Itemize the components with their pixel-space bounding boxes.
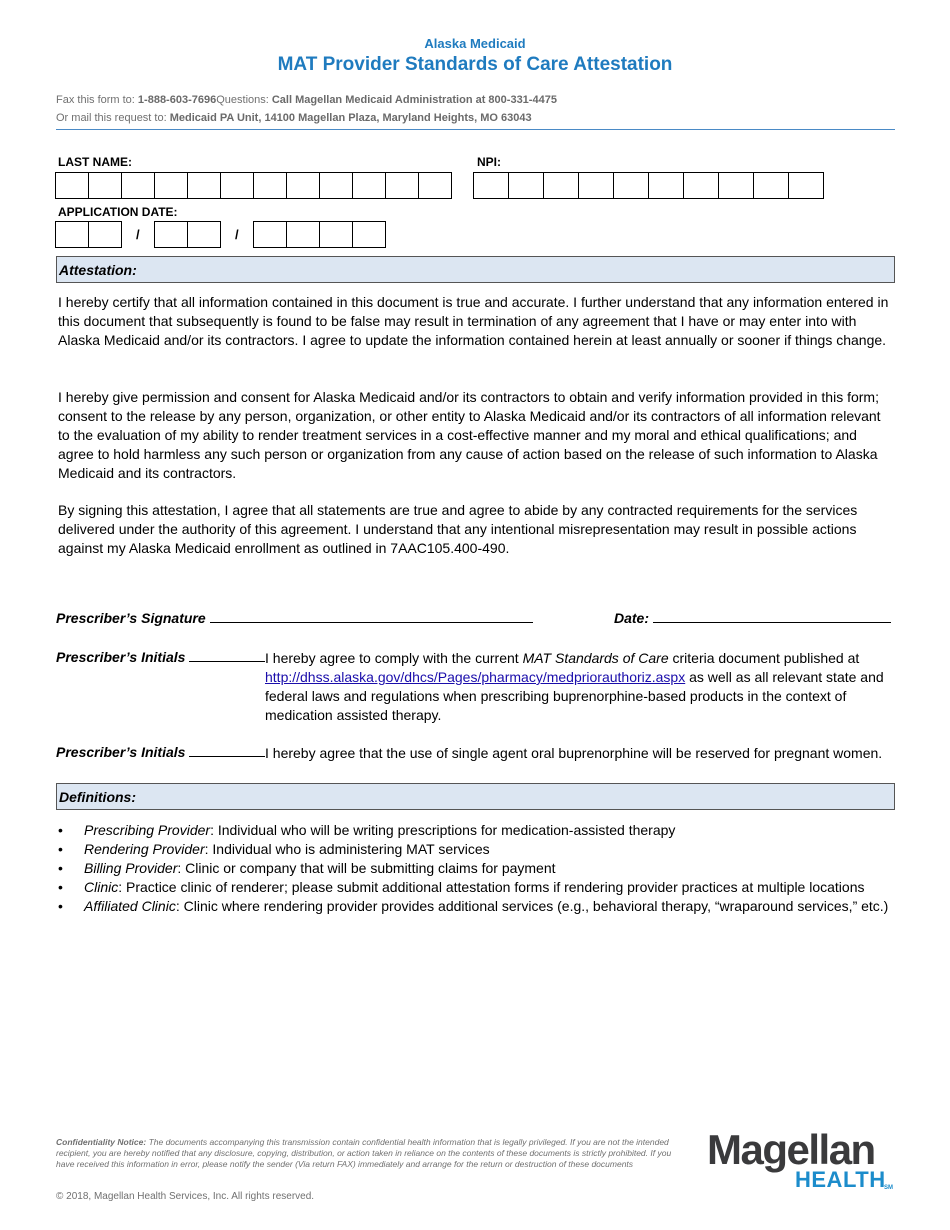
date-year-field[interactable] — [254, 221, 386, 248]
list-item — [58, 897, 898, 916]
initials-row-1 — [56, 649, 265, 665]
npi-field[interactable] — [474, 172, 824, 199]
last-name-field[interactable] — [56, 172, 452, 199]
attestation-heading-bar — [56, 256, 895, 283]
standards-link[interactable]: http://dhss.alaska.gov/dhcs/Pages/pharmacy/medpriorauthoriz.aspx — [265, 669, 686, 685]
date-separator: / — [235, 227, 239, 242]
npi-digit-box[interactable] — [473, 172, 509, 199]
attestation-paragraph: I hereby certify that all information contained in this document is true and accurate. I further understand that any information entered in this document that subsequently is found to be false may result in termination of any agreement that I have or may enter into with Alaska Medicaid and/or its contractors. I agree to update the information contained herein at least annually or sooner if things change. — [58, 294, 889, 348]
npi-label: NPI: — [477, 155, 501, 169]
date-digit-box[interactable] — [286, 221, 320, 248]
date-digit-box[interactable] — [319, 221, 353, 248]
npi-digit-box[interactable] — [683, 172, 719, 199]
definition-text: : Individual who is administering MAT services — [204, 841, 490, 857]
magellan-health-logo — [707, 1128, 897, 1198]
date-digit-box[interactable] — [253, 221, 287, 248]
initials-label: Prescriber’s Initials — [56, 744, 186, 760]
npi-digit-box[interactable] — [788, 172, 824, 199]
attestation-heading: Attestation: — [59, 262, 137, 278]
header-divider — [56, 129, 895, 130]
definition-term: Rendering Provider — [84, 841, 205, 857]
date-digit-box[interactable] — [154, 221, 188, 248]
questions-text: Call Magellan Medicaid Administration at 800-331-4475 — [271, 94, 557, 106]
mail-prefix: Or mail this request to: — [56, 112, 170, 124]
definitions-list — [58, 821, 898, 916]
statement-text: as well as all relevant state and federal laws and regulations when prescribing buprenorphine-based products in the context of medication assisted therapy. — [265, 669, 884, 723]
initials-statement-1 — [265, 649, 897, 725]
initials-statement-2: I hereby agree that the use of single agent oral buprenorphine will be reserved for pregnant women. — [265, 745, 883, 761]
definition-text: : Clinic or company that will be submitting claims for payment — [177, 860, 556, 876]
bullet-icon: • — [58, 841, 63, 857]
statement-text: criteria document published at — [668, 650, 860, 666]
application-date-label: APPLICATION DATE: — [58, 205, 178, 219]
signature-line[interactable] — [210, 610, 533, 623]
last-name-char-box[interactable] — [253, 172, 287, 199]
date-month-field[interactable] — [56, 221, 122, 248]
fax-prefix: Fax this form to: — [56, 94, 138, 106]
attestation-paragraph: I hereby give permission and consent for Alaska Medicaid and/or its contractors to obtain and verify information provided in this form; consent to the release by any person, organization, or other entity to Alaska Medicaid and/or its contractors of all information relevant to the evaluation of my ability to render treatment services in a cost-effective manner and my moral and ethical qualifications; and agree to hold harmless any such person or organization from any cause of action based on the release of such information to Alaska Medicaid and its contractors. — [58, 389, 881, 481]
last-name-char-box[interactable] — [286, 172, 320, 199]
initials-line[interactable] — [189, 649, 265, 662]
initials-row-2 — [56, 744, 265, 760]
npi-digit-box[interactable] — [753, 172, 789, 199]
signature-date-label: Date: — [614, 610, 650, 626]
signature-row — [56, 610, 533, 626]
list-item — [58, 878, 898, 897]
npi-digit-box[interactable] — [648, 172, 684, 199]
confidentiality-notice — [56, 1137, 676, 1170]
definition-term: Prescribing Provider — [84, 822, 211, 838]
date-digit-box[interactable] — [352, 221, 386, 248]
date-digit-box[interactable] — [55, 221, 89, 248]
notice-label: Confidentiality Notice: — [56, 1137, 147, 1147]
logo-subword: HEALTH — [795, 1167, 886, 1192]
last-name-char-box[interactable] — [121, 172, 155, 199]
last-name-char-box[interactable] — [418, 172, 452, 199]
fax-number: 1-888-603-7696 — [137, 94, 217, 106]
list-item — [58, 840, 898, 859]
date-row — [614, 610, 891, 626]
initials-line[interactable] — [189, 744, 265, 757]
last-name-char-box[interactable] — [187, 172, 221, 199]
copyright: © 2018, Magellan Health Services, Inc. All rights reserved. — [56, 1191, 315, 1202]
date-digit-box[interactable] — [88, 221, 122, 248]
signature-date-line[interactable] — [653, 610, 891, 623]
contact-line-mail — [56, 112, 532, 124]
logo-service-mark: SM — [884, 1185, 893, 1191]
list-item — [58, 821, 898, 840]
mail-address: Medicaid PA Unit, 14100 Magellan Plaza, Maryland Heights, MO 63043 — [169, 112, 532, 124]
definitions-heading-bar — [56, 783, 895, 810]
date-day-field[interactable] — [155, 221, 221, 248]
bullet-icon: • — [58, 898, 63, 914]
last-name-char-box[interactable] — [88, 172, 122, 199]
list-item — [58, 859, 898, 878]
last-name-char-box[interactable] — [319, 172, 353, 199]
bullet-icon: • — [58, 822, 63, 838]
date-separator: / — [136, 227, 140, 242]
contact-line-fax — [56, 94, 557, 106]
page-title: MAT Provider Standards of Care Attestation — [277, 54, 673, 75]
statement-text: I hereby agree to comply with the current — [265, 650, 523, 666]
initials-label: Prescriber’s Initials — [56, 649, 186, 665]
attestation-paragraph: By signing this attestation, I agree that all statements are true and agree to abide by any contracted requirements for the services delivered under the authority of this agreement. I understand that any intentional misrepresentation may result in possible actions against my Alaska Medicaid enrollment as outlined in 7AAC105.400-490. — [58, 502, 858, 556]
definition-text: : Clinic where rendering provider provides additional services (e.g., behavioral therapy, “wraparound services,” etc.) — [175, 898, 889, 914]
definition-term: Clinic — [84, 879, 119, 895]
npi-digit-box[interactable] — [543, 172, 579, 199]
last-name-char-box[interactable] — [385, 172, 419, 199]
bullet-icon: • — [58, 879, 63, 895]
last-name-char-box[interactable] — [55, 172, 89, 199]
npi-digit-box[interactable] — [508, 172, 544, 199]
last-name-label: LAST NAME: — [58, 155, 132, 169]
header-subtitle: Alaska Medicaid — [424, 36, 526, 51]
npi-digit-box[interactable] — [578, 172, 614, 199]
definition-text: : Individual who will be writing prescriptions for medication-assisted therapy — [210, 822, 676, 838]
definition-term: Billing Provider — [84, 860, 178, 876]
last-name-char-box[interactable] — [352, 172, 386, 199]
definition-text: : Practice clinic of renderer; please submit additional attestation forms if rendering provider practices at multiple locations — [118, 879, 865, 895]
questions-prefix: Questions: — [216, 94, 272, 106]
definition-term: Affiliated Clinic — [84, 898, 176, 914]
notice-text: The documents accompanying this transmission contain confidential health information that is legally privileged. If you are not the intended recipient, you are hereby notified that any disclosure, copying, distribution, or action taken in reliance on the contents of these documents is strictly prohibited. If you have received this information in error, please notify the sender (Via return FAX) immediately and arrange for the return or destruction of these documents — [56, 1137, 672, 1169]
date-digit-box[interactable] — [187, 221, 221, 248]
bullet-icon: • — [58, 860, 63, 876]
definitions-heading: Definitions: — [59, 789, 136, 805]
logo-wordmark: Magellan — [707, 1126, 875, 1173]
signature-label: Prescriber’s Signature — [56, 610, 206, 626]
last-name-char-box[interactable] — [154, 172, 188, 199]
npi-digit-box[interactable] — [718, 172, 754, 199]
statement-emphasis: MAT Standards of Care — [522, 650, 669, 666]
npi-digit-box[interactable] — [613, 172, 649, 199]
last-name-char-box[interactable] — [220, 172, 254, 199]
